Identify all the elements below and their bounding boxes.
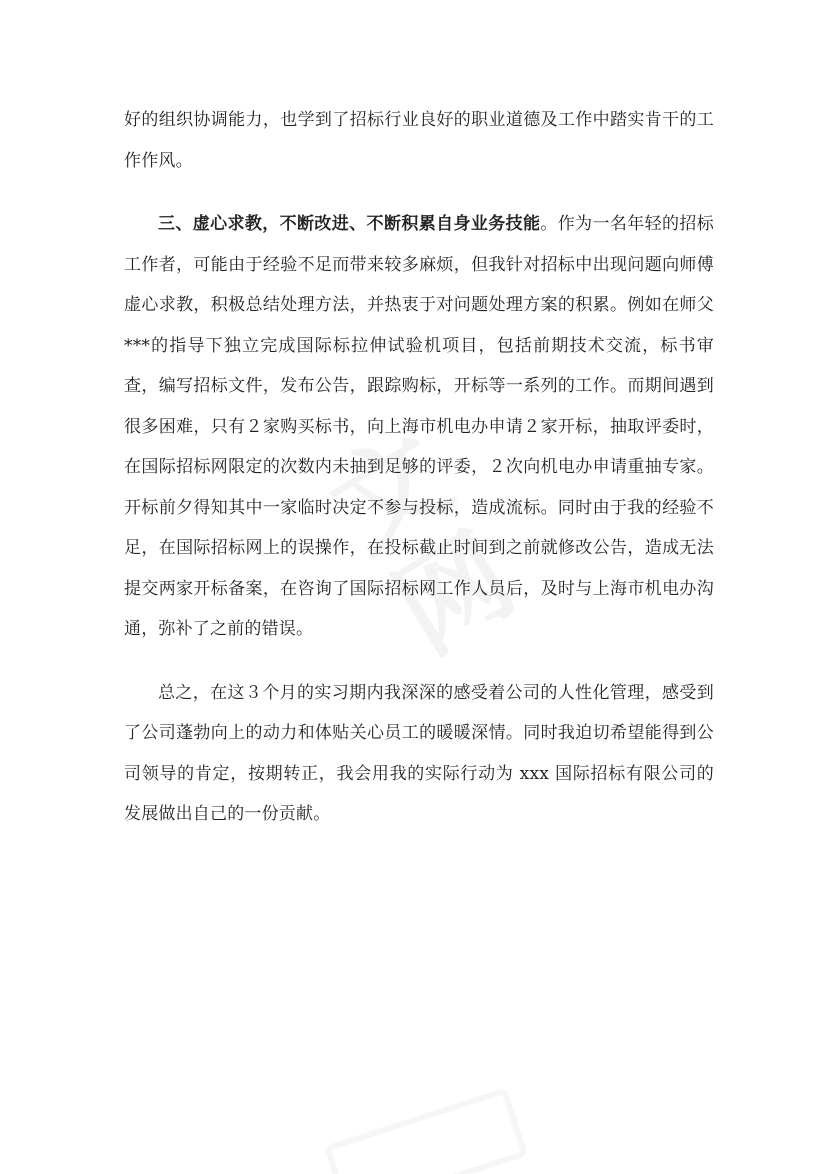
watermark-logo: 文 网: [309, 405, 540, 678]
paragraph-conclusion-text: 总之，在这３个月的实习期内我深深的感受着公司的人性化管理，感受到了公司蓬勃向上的动力和体贴关心员工的暖暖深情。同时我迫切希望能得到公司领导的肯定，按期转正，我会用我的实际行动为 xxx 国际招标有限公司的发展做出自己的一份贡献。: [124, 682, 714, 824]
watermark-stamp: [324, 1087, 529, 1174]
paragraph-continuation-text: 好的组织协调能力，也学到了招标行业良好的职业道德及工作中踏实肯干的工作作风。: [124, 110, 714, 171]
paragraph-learning-text: 作为一名年轻的招标工作者，可能由于经验不足而带来较多麻烦，但我针对招标中出现问题向师傅虚心求教，积极总结处理方法，并热衷于对问题处理方案的积累。例如在师父***的指导下独立完成国际标拉伸试验机项目，包括前期技术交流，标书审查，编写招标文件，发布公告，跟踪购标，开标等一系列的工作。而期间遇到很多困难，只有２家购买标书，向上海市机电办申请２家开标，抽取评委时，在国际招标网限定的次数内未抽到足够的评委，２次向机电办申请重抽专家。开标前夕得知其中一家临时决定不参与投标，造成流标。同时由于我的经验不足，在国际招标网上的误操作，在投标截止时间到之前就修改公告，造成无法提交两家开标备案，在咨询了国际招标网工作人员后，及时与上海市机电办沟通，弥补了之前的错误。: [124, 214, 714, 639]
section-heading-punctuation: 。: [540, 214, 558, 234]
paragraph-continuation: [124, 100, 714, 181]
document-body: [124, 100, 714, 835]
section-heading: 三、虚心求教，不断改进、不断积累自身业务技能: [158, 214, 541, 234]
paragraph-learning: [124, 204, 714, 650]
paragraph-conclusion: [124, 673, 714, 835]
